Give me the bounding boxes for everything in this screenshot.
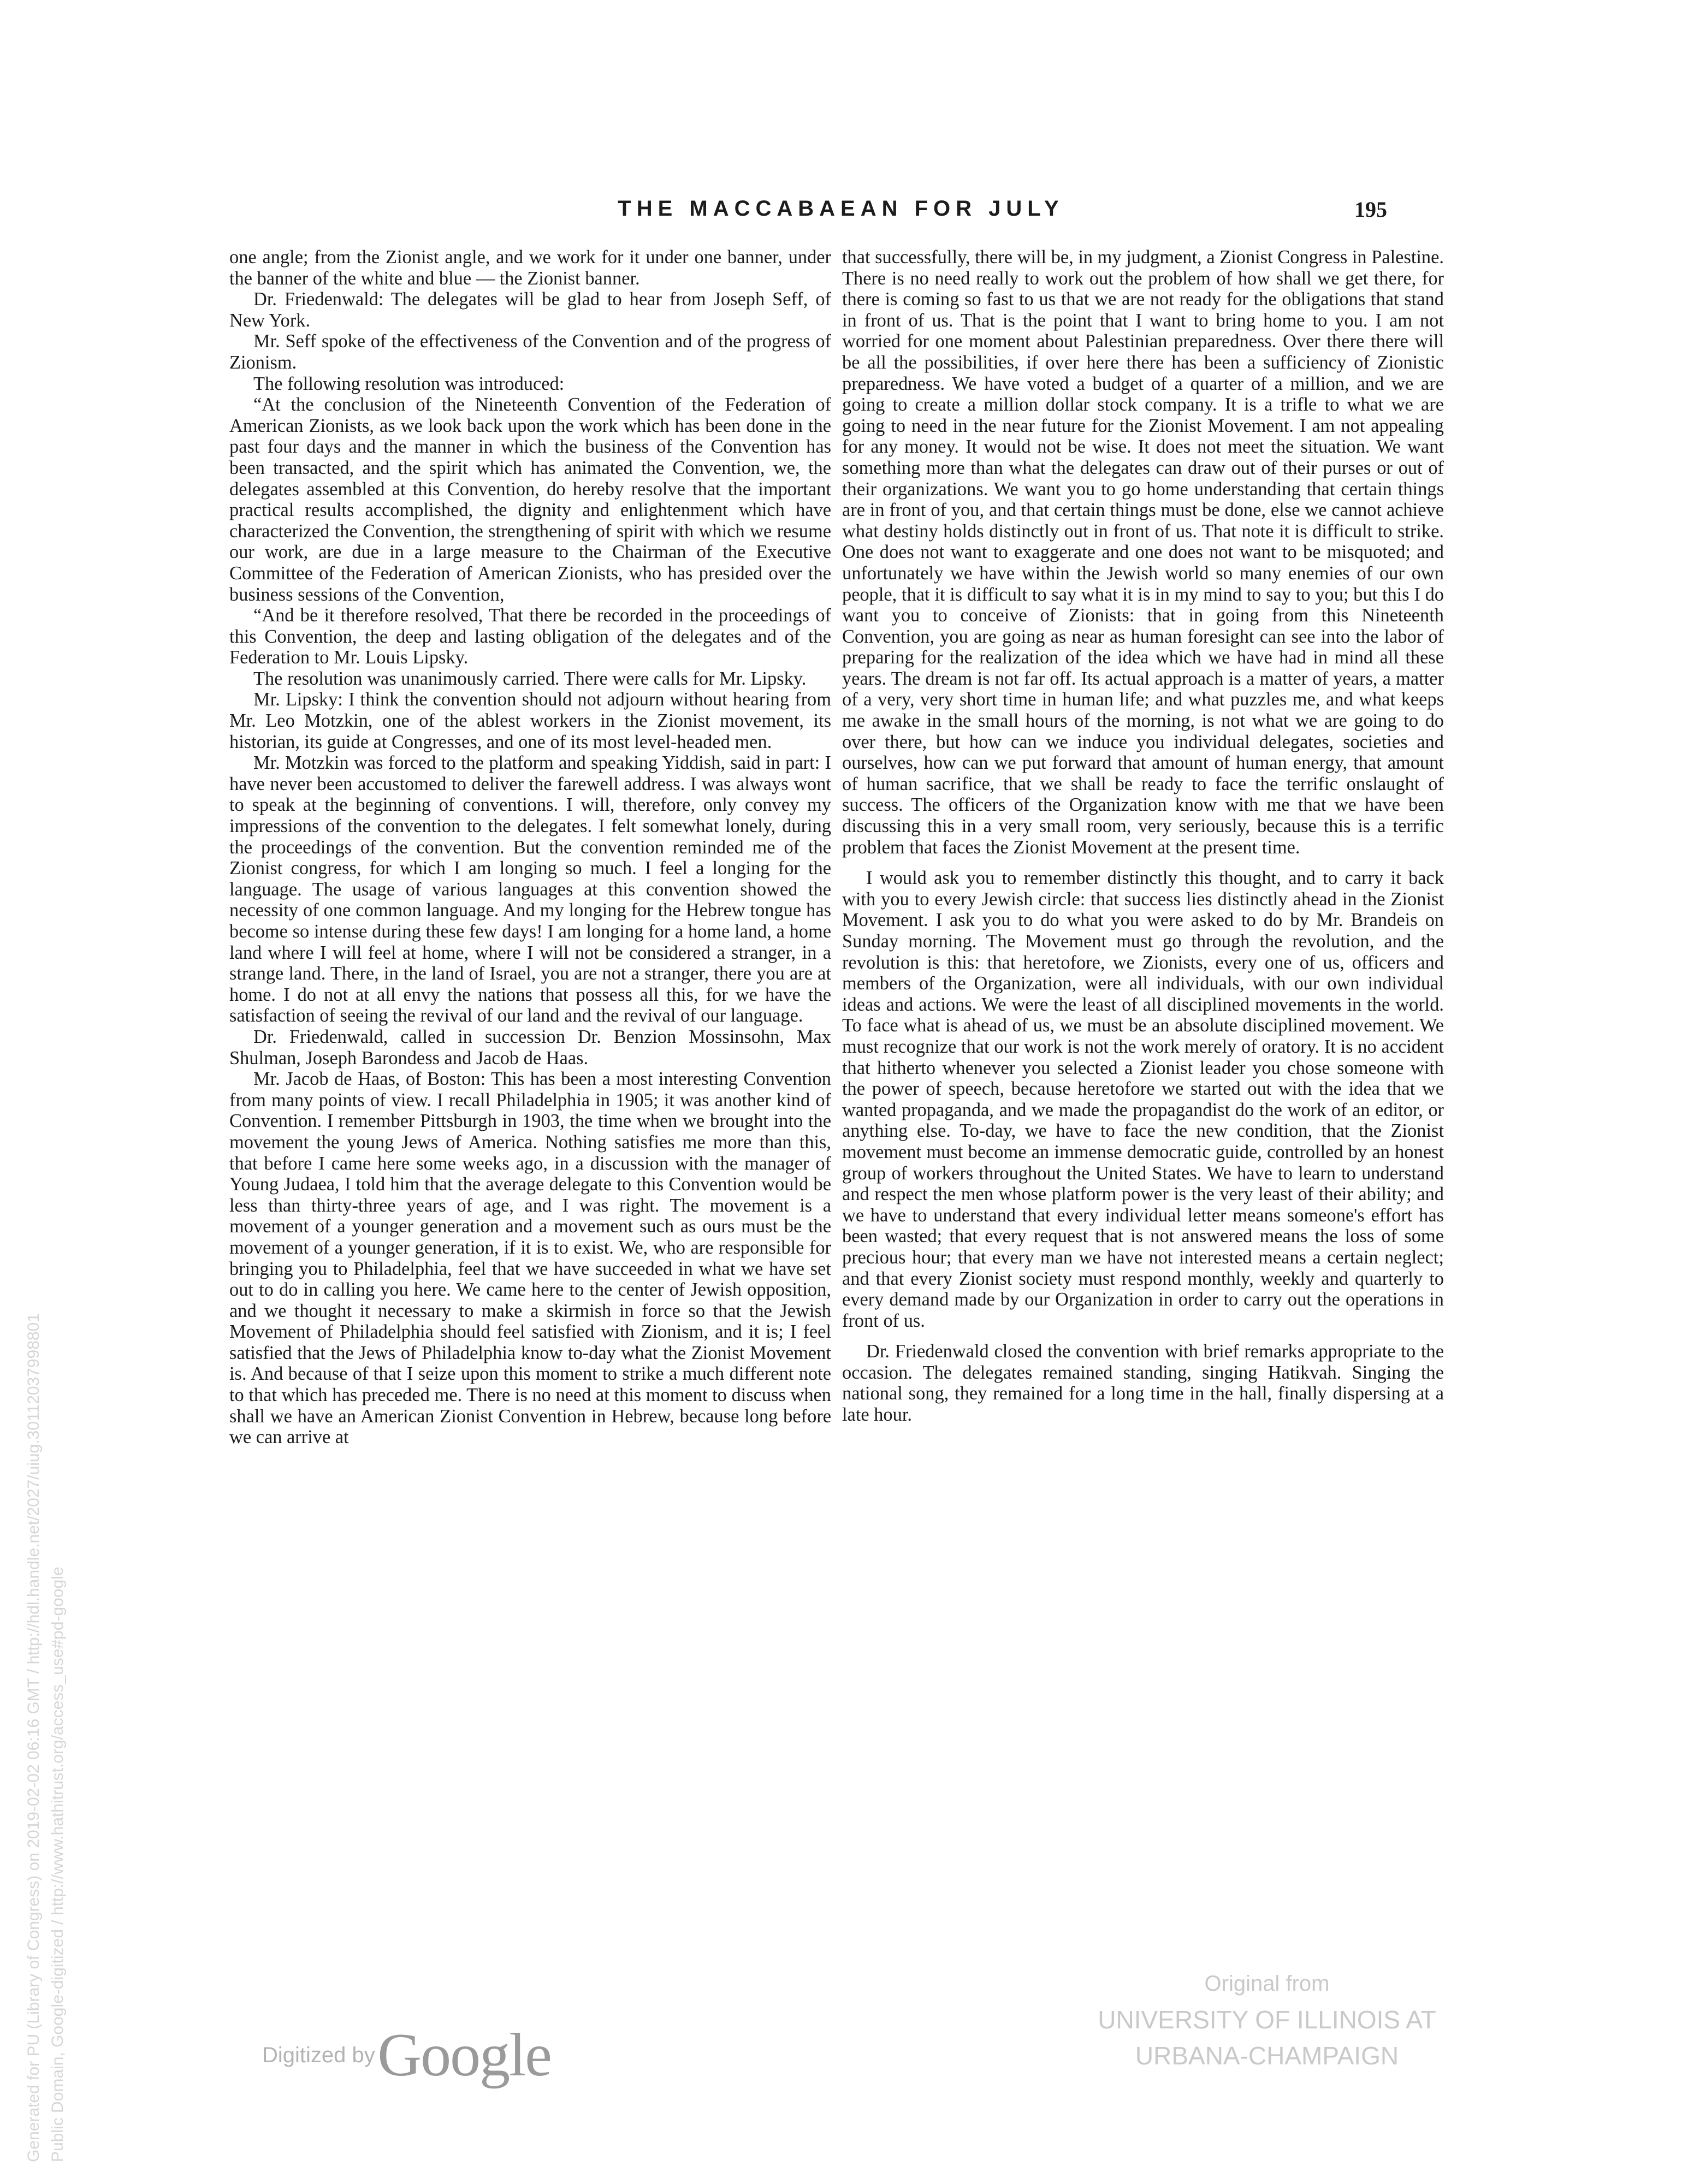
- original-from-stamp: [1054, 1966, 1480, 2074]
- paragraph: I would ask you to remember distinctly this thought, and to carry it back with you to every Jewish circle: that success lies distinctly ahead in the Zionist Movement. I ask you to do what you were asked to do by Mr. Brandeis on Sunday morning. The Movement must go through the revolution, and the revolution is this: that heretofore, we Zionists, every one of us, officers and members of the Organization, were all individuals, with our own individual ideas and actions. We were the least of all disciplined movements in the world. To face what is ahead of us, we must be an absolute disciplined movement. We must recognize that our work is not the work merely of oratory. It is no accident that hitherto whenever you selected a Zionist leader you chose someone with the power of speech, because heretofore we started out with the idea that we wanted propaganda, and we made the propagandist do the work of an editor, or anything else. To-day, we have to face the new condition, that the Zionist movement must become an immense democratic guide, controlled by an honest group of workers throughout the United States. We have to learn to understand and respect the men whose platform power is the very least of their ability; and we have to understand that every individual letter means someone's effort has been wasted; that every request that is not answered means the loss of some precious hour; that every man we have not interested means a certain neglect; and that every Zionist society must respond monthly, weekly and quarterly to every demand made by our Organization in order to carry out the operations in front of us.: [842, 868, 1444, 1331]
- paragraph: Mr. Seff spoke of the effectiveness of the Convention and of the progress of Zionism.: [229, 331, 831, 373]
- paragraph: that successfully, there will be, in my judgment, a Zionist Congress in Palestine. There is no need really to work out the problem of how shall we get there, for there is coming so fast to us that we are not ready for the obligations that stand in front of us. That is the point that I want to bring home to you. I am not worried for one moment about Palestinian preparedness. Over there there will be all the possibilities, if over here there has been a sufficiency of Zionistic preparedness. We have voted a budget of a quarter of a million, and we are going to create a million dollar stock company. It is a trifle to what we are going to need in the near future for the Zionist Movement. I am not appealing for any money. It would not be wise. It does not meet the situation. We want something more than what the delegates can draw out of their purses or out of their organizations. We want you to go home understanding that certain things are in front of you, and that certain things must be done, else we cannot achieve what destiny holds distinctly out in front of us. That note it is difficult to strike. One does not want to exaggerate and one does not want to be misquoted; and unfortunately we have within the Jewish world so many enemies of our own people, that it is difficult to say what it is in my mind to say to you; but this I do want you to conceive of Zionists: that in going from this Nineteenth Convention, you are going as near as human foresight can see into the labor of preparing for the realization of the idea which we have had in mind all these years. The dream is not far off. Its actual approach is a matter of years, a matter of a very, very short time in human life; and what puzzles me, and what keeps me awake in the small hours of the morning, is not what we are going to do over there, but how can we induce you individual delegates, societies and ourselves, how can we put forward that amount of human energy, that amount of human sacrifice, that we shall be ready to face the terrific onslaught of success. The officers of the Organization know with me that we have been discussing this in a very small room, very seriously, because this is a terrific problem that faces the Zionist Movement at the present time.: [842, 247, 1444, 858]
- left-column: [229, 247, 831, 1857]
- digitized-by-google-logo: [262, 2020, 551, 2091]
- access-watermark: [22, 1313, 70, 2162]
- paragraph: “And be it therefore resolved, That there be recorded in the proceedings of this Convention, the deep and lasting obligation of the delegates and of the Federation to Mr. Louis Lipsky.: [229, 605, 831, 668]
- original-from-label: Original from: [1204, 1972, 1330, 1996]
- running-title: THE MACCABAEAN FOR JULY: [618, 197, 1064, 221]
- paragraph: Dr. Friedenwald closed the convention with brief remarks appropriate to the occasion. The delegates remained standing, singing Hatikvah. Singing the national song, they remained for a long time in the hall, finally dispersing at a late hour.: [842, 1341, 1444, 1426]
- access-watermark-line: Public Domain, Google-digitized / http://www.hathitrust.org/access_use#pd-google: [49, 1566, 67, 2162]
- paragraph: Dr. Friedenwald: The delegates will be glad to hear from Joseph Seff, of New York.: [229, 289, 831, 331]
- access-watermark-line: Generated for PU (Library of Congress) on 2019-02-02 06:16 GMT / http://hdl.handle.net/2027/uiug.30112037998801: [25, 1313, 43, 2162]
- paragraph: Mr. Lipsky: I think the convention should not adjourn without hearing from Mr. Leo Motzkin, one of the ablest workers in the Zionist movement, its historian, its guide at Congresses, and one of its most level-headed men.: [229, 689, 831, 752]
- paragraph: The resolution was unanimously carried. There were calls for Mr. Lipsky.: [253, 668, 807, 689]
- right-column: [842, 247, 1444, 1857]
- paragraph: “At the conclusion of the Nineteenth Convention of the Federation of American Zionists, as we look back upon the work which has been done in the past four days and the manner in which the business of the Convention has been transacted, and the spirit which has animated the Convention, we, the delegates assembled at this Convention, do hereby resolve that the important practical results accomplished, the dignity and enlightenment which have characterized the Convention, the strengthening of spirit with which we resume our work, are due in a large measure to the Chairman of the Executive Committee of the Federation of American Zionists, who has presided over the business sessions of the Convention,: [229, 394, 831, 605]
- digitized-by-label: Digitized by: [262, 2043, 375, 2067]
- page-number: 195: [1354, 197, 1387, 222]
- paragraph: Dr. Friedenwald, called in succession Dr. Benzion Mossinsohn, Max Shulman, Joseph Barondess and Jacob de Haas.: [229, 1026, 831, 1069]
- paragraph: one angle; from the Zionist angle, and we work for it under one banner, under the banner of the white and blue — the Zionist banner.: [229, 247, 831, 289]
- paragraph: Mr. Motzkin was forced to the platform and speaking Yiddish, said in part: I have never been accustomed to deliver the farewell address. I was always wont to speak at the beginning of conventions. I will, therefore, only convey my impressions of the convention to the delegates. I felt somewhat lonely, during the proceedings of the convention. But the convention reminded me of the Zionist congress, for which I am longing so much. I feel a longing for the language. The usage of various languages at this convention showed the necessity of one common language. And my longing for the Hebrew tongue has become so intense during these few days! I am longing for a home land, a home land where I will feel at home, where I will not be considered a stranger, in a strange land. There, in the land of Israel, you are not a stranger, there you are at home. I do not at all envy the nations that possess all this, for we have the satisfaction of seeing the revival of our land and the revival of our language.: [229, 752, 831, 1026]
- google-wordmark: Google: [377, 2021, 551, 2089]
- paragraph: Mr. Jacob de Haas, of Boston: This has been a most interesting Convention from many points of view. I recall Philadelphia in 1905; it was another kind of Convention. I remember Pittsburgh in 1903, the time when we brought into the movement the young Jews of America. Nothing satisfies me more than this, that before I came here some weeks ago, in a discussion with the manager of Young Judaea, I told him that the average delegate to this Convention would be less than thirty-three years of age, and I was right. The movement is a movement of a younger generation and a movement such as ours must be the movement of a younger generation, if it is to exist. We, who are responsible for bringing you to Philadelphia, feel that we have succeeded in what we have set out to do in calling you here. We came here to the center of Jewish opposition, and we thought it necessary to make a skirmish in force so that the Jewish Movement of Philadelphia should feel satisfied with Zionism, and it is; I feel satisfied that the Jews of Philadelphia know to-day what the Zionist Movement is. And because of that I seize upon this moment to strike a much different note to that which has preceded me. There is no need at this moment to discuss when shall we have an American Zionist Convention in Hebrew, because long before we can arrive at: [229, 1069, 831, 1448]
- institution-name: URBANA-CHAMPAIGN: [1135, 2041, 1399, 2070]
- institution-name: UNIVERSITY OF ILLINOIS AT: [1098, 2005, 1436, 2034]
- paragraph: The following resolution was introduced:: [253, 373, 565, 394]
